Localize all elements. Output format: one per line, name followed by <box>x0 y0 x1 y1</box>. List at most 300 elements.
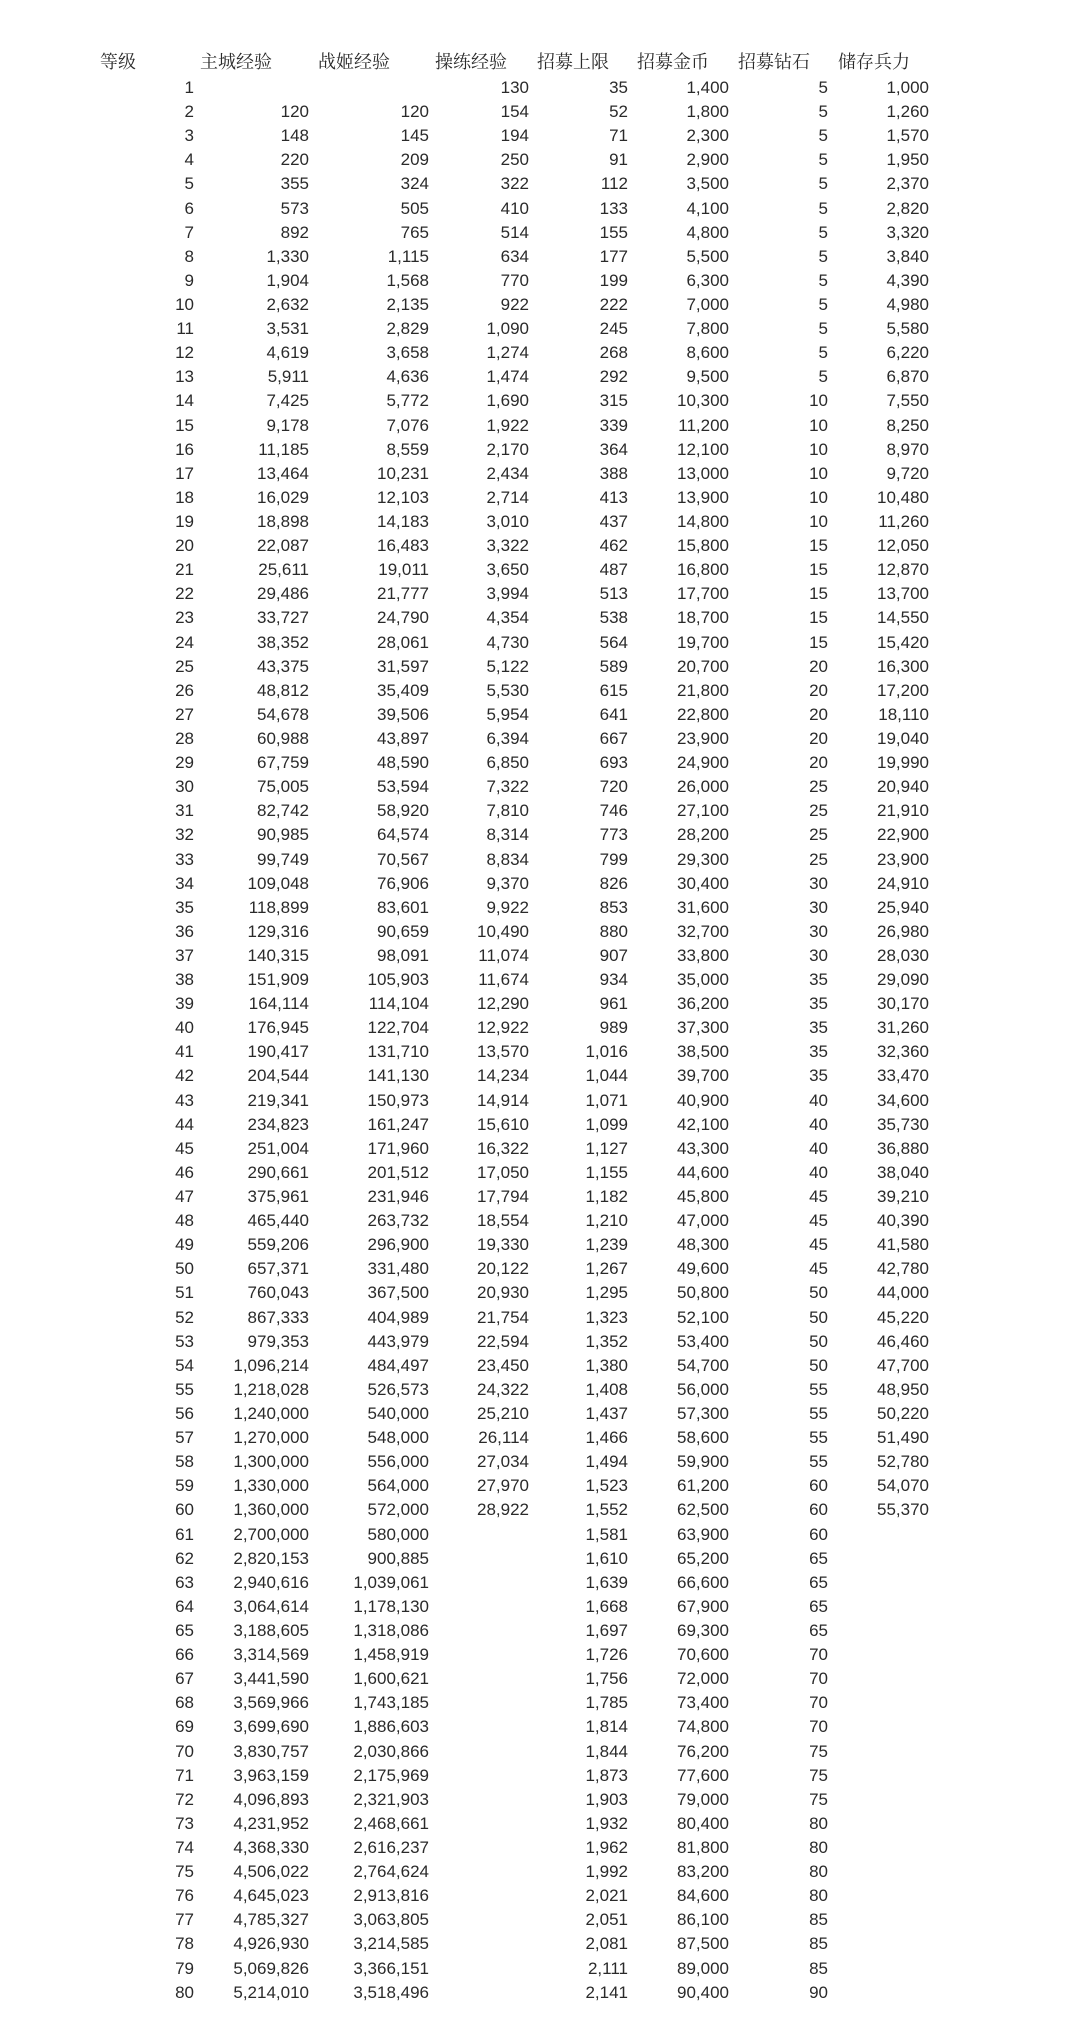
stored-troops-cell: 2,370 <box>886 174 929 194</box>
recruit-gold-cell: 57,300 <box>677 1404 729 1424</box>
level-cell: 61 <box>175 1524 194 1544</box>
heroine-exp-cell: 120 <box>400 102 429 122</box>
heroine-exp-cell: 122,704 <box>367 1018 429 1038</box>
main-city-exp-cell: 3,699,690 <box>233 1717 309 1737</box>
stored-troops-cell: 23,900 <box>877 849 929 869</box>
recruit-gold-cell: 22,800 <box>677 704 729 724</box>
heroine-exp-cell: 3,366,151 <box>353 1958 429 1978</box>
training-exp-cell: 7,322 <box>486 777 529 797</box>
heroine-exp-cell: 2,468,661 <box>353 1813 429 1833</box>
recruit-gold-cell: 49,600 <box>677 1259 729 1279</box>
training-exp-cell: 20,122 <box>477 1259 529 1279</box>
recruit-gold-cell: 45,800 <box>677 1187 729 1207</box>
table-row <box>0 1474 1080 1498</box>
recruit-gold-cell: 19,700 <box>677 632 729 652</box>
heroine-exp-cell: 1,886,603 <box>353 1717 429 1737</box>
recruit-gold-cell: 52,100 <box>677 1307 729 1327</box>
recruit-diamond-cell: 80 <box>809 1862 828 1882</box>
recruit-limit-cell: 1,814 <box>585 1717 628 1737</box>
header-main-city-exp: 主城经验 <box>200 52 272 72</box>
level-cell: 22 <box>175 584 194 604</box>
main-city-exp-cell: 1,300,000 <box>233 1452 309 1472</box>
recruit-gold-cell: 70,600 <box>677 1645 729 1665</box>
training-exp-cell: 154 <box>500 102 529 122</box>
level-cell: 63 <box>175 1572 194 1592</box>
level-cell: 13 <box>175 367 194 387</box>
stored-troops-cell: 13,700 <box>877 584 929 604</box>
recruit-diamond-cell: 60 <box>809 1476 828 1496</box>
heroine-exp-cell: 12,103 <box>377 487 429 507</box>
recruit-gold-cell: 23,900 <box>677 728 729 748</box>
training-exp-cell: 3,010 <box>486 511 529 531</box>
level-cell: 35 <box>175 897 194 917</box>
table-row <box>0 1691 1080 1715</box>
stored-troops-cell: 52,780 <box>877 1452 929 1472</box>
stored-troops-cell: 12,050 <box>877 536 929 556</box>
main-city-exp-cell: 3,569,966 <box>233 1693 309 1713</box>
heroine-exp-cell: 367,500 <box>367 1283 429 1303</box>
heroine-exp-cell: 48,590 <box>377 753 429 773</box>
header-recruit-gold: 招募金币 <box>637 52 709 72</box>
table-row <box>0 582 1080 606</box>
table-row <box>0 1161 1080 1185</box>
table-row <box>0 317 1080 341</box>
recruit-gold-cell: 58,600 <box>677 1428 729 1448</box>
recruit-diamond-cell: 20 <box>809 753 828 773</box>
recruit-limit-cell: 388 <box>599 463 628 483</box>
stored-troops-cell: 18,110 <box>878 704 929 724</box>
table-row <box>0 389 1080 413</box>
table-row <box>0 1812 1080 1836</box>
table-row <box>0 462 1080 486</box>
recruit-diamond-cell: 80 <box>809 1837 828 1857</box>
level-cell: 17 <box>175 463 194 483</box>
table-row <box>0 221 1080 245</box>
table-row <box>0 1137 1080 1161</box>
recruit-diamond-cell: 85 <box>809 1910 828 1930</box>
recruit-gold-cell: 4,100 <box>686 198 729 218</box>
recruit-gold-cell: 7,000 <box>686 294 729 314</box>
main-city-exp-cell: 290,661 <box>247 1162 309 1182</box>
level-cell: 46 <box>175 1162 194 1182</box>
recruit-gold-cell: 50,800 <box>677 1283 729 1303</box>
recruit-gold-cell: 30,400 <box>677 873 729 893</box>
stored-troops-cell: 4,390 <box>886 270 929 290</box>
recruit-limit-cell: 564 <box>599 632 628 652</box>
level-cell: 49 <box>175 1235 194 1255</box>
main-city-exp-cell: 4,785,327 <box>233 1910 309 1930</box>
level-cell: 71 <box>175 1765 194 1785</box>
recruit-diamond-cell: 25 <box>809 777 828 797</box>
training-exp-cell: 14,234 <box>477 1066 529 1086</box>
training-exp-cell: 15,610 <box>477 1114 529 1134</box>
main-city-exp-cell: 3,441,590 <box>233 1669 309 1689</box>
heroine-exp-cell: 141,130 <box>367 1066 429 1086</box>
table-row <box>0 100 1080 124</box>
table-row <box>0 172 1080 196</box>
main-city-exp-cell: 867,333 <box>247 1307 309 1327</box>
level-cell: 8 <box>184 246 194 266</box>
main-city-exp-cell: 4,926,930 <box>233 1934 309 1954</box>
recruit-diamond-cell: 55 <box>809 1428 828 1448</box>
recruit-limit-cell: 1,155 <box>585 1162 628 1182</box>
training-exp-cell: 514 <box>500 222 529 242</box>
training-exp-cell: 16,322 <box>477 1138 529 1158</box>
recruit-diamond-cell: 70 <box>809 1645 828 1665</box>
table-row <box>0 992 1080 1016</box>
level-cell: 55 <box>175 1379 194 1399</box>
recruit-limit-cell: 1,494 <box>585 1452 628 1472</box>
recruit-diamond-cell: 70 <box>809 1693 828 1713</box>
recruit-gold-cell: 28,200 <box>677 825 729 845</box>
level-cell: 3 <box>184 126 194 146</box>
recruit-diamond-cell: 35 <box>809 970 828 990</box>
main-city-exp-cell: 9,178 <box>266 415 309 435</box>
level-cell: 65 <box>175 1621 194 1640</box>
table-row <box>0 1402 1080 1426</box>
stored-troops-cell: 22,900 <box>877 825 929 845</box>
recruit-limit-cell: 826 <box>599 873 628 893</box>
recruit-gold-cell: 61,200 <box>677 1476 729 1496</box>
recruit-limit-cell: 1,044 <box>585 1066 628 1086</box>
recruit-gold-cell: 10,300 <box>677 391 729 411</box>
recruit-gold-cell: 67,900 <box>677 1596 729 1616</box>
table-row <box>0 341 1080 365</box>
heroine-exp-cell: 1,600,621 <box>353 1669 429 1689</box>
recruit-limit-cell: 437 <box>599 511 628 531</box>
recruit-limit-cell: 513 <box>599 584 628 604</box>
training-exp-cell: 410 <box>500 198 529 218</box>
recruit-diamond-cell: 50 <box>809 1355 828 1375</box>
recruit-gold-cell: 62,500 <box>677 1500 729 1520</box>
level-cell: 53 <box>175 1331 194 1351</box>
level-cell: 76 <box>175 1886 194 1906</box>
recruit-gold-cell: 42,100 <box>677 1114 729 1134</box>
table-row <box>0 1498 1080 1522</box>
heroine-exp-cell: 16,483 <box>377 536 429 556</box>
training-exp-cell: 922 <box>500 294 529 314</box>
training-exp-cell: 11,674 <box>478 970 529 990</box>
main-city-exp-cell: 355 <box>280 174 309 194</box>
main-city-exp-cell: 234,823 <box>247 1114 309 1134</box>
main-city-exp-cell: 2,940,616 <box>233 1572 309 1592</box>
stored-troops-cell: 48,950 <box>877 1379 929 1399</box>
main-city-exp-cell: 22,087 <box>257 536 309 556</box>
heroine-exp-cell: 161,247 <box>367 1114 429 1134</box>
main-city-exp-cell: 13,464 <box>257 463 309 483</box>
training-exp-cell: 130 <box>500 78 529 97</box>
stored-troops-cell: 28,030 <box>877 945 929 965</box>
main-city-exp-cell: 48,812 <box>257 680 309 700</box>
main-city-exp-cell: 38,352 <box>257 632 309 652</box>
recruit-limit-cell: 989 <box>599 1018 628 1038</box>
heroine-exp-cell: 2,175,969 <box>353 1765 429 1785</box>
training-exp-cell: 27,970 <box>477 1476 529 1496</box>
stored-troops-cell: 36,880 <box>877 1138 929 1158</box>
level-cell: 19 <box>175 511 194 531</box>
recruit-diamond-cell: 40 <box>809 1090 828 1110</box>
recruit-diamond-cell: 20 <box>809 656 828 676</box>
training-exp-cell: 634 <box>500 246 529 266</box>
table-row <box>0 1233 1080 1257</box>
heroine-exp-cell: 331,480 <box>367 1259 429 1279</box>
stored-troops-cell: 25,940 <box>877 897 929 917</box>
table-row <box>0 944 1080 968</box>
main-city-exp-cell: 18,898 <box>257 511 309 531</box>
recruit-limit-cell: 35 <box>609 78 628 97</box>
level-cell: 78 <box>175 1934 194 1954</box>
recruit-limit-cell: 1,932 <box>585 1813 628 1833</box>
heroine-exp-cell: 1,039,061 <box>353 1572 429 1592</box>
recruit-gold-cell: 1,400 <box>686 78 729 97</box>
recruit-diamond-cell: 10 <box>809 439 828 459</box>
training-exp-cell: 5,954 <box>486 704 529 724</box>
heroine-exp-cell: 8,559 <box>386 439 429 459</box>
training-exp-cell: 2,434 <box>486 463 529 483</box>
recruit-limit-cell: 487 <box>599 560 628 580</box>
level-cell: 48 <box>175 1211 194 1231</box>
recruit-limit-cell: 292 <box>599 367 628 387</box>
heroine-exp-cell: 19,011 <box>378 560 429 580</box>
recruit-limit-cell: 961 <box>599 994 628 1014</box>
recruit-limit-cell: 52 <box>609 102 628 122</box>
heroine-exp-cell: 1,318,086 <box>353 1621 429 1640</box>
recruit-limit-cell: 1,903 <box>585 1789 628 1809</box>
stored-troops-cell: 1,570 <box>886 126 929 146</box>
heroine-exp-cell: 1,568 <box>386 270 429 290</box>
main-city-exp-cell: 5,911 <box>267 367 309 387</box>
recruit-gold-cell: 32,700 <box>677 921 729 941</box>
header-recruit-limit: 招募上限 <box>537 52 609 72</box>
recruit-diamond-cell: 20 <box>809 728 828 748</box>
heroine-exp-cell: 24,790 <box>377 608 429 628</box>
recruit-diamond-cell: 10 <box>809 391 828 411</box>
recruit-diamond-cell: 30 <box>809 897 828 917</box>
main-city-exp-cell: 7,425 <box>266 391 309 411</box>
heroine-exp-cell: 296,900 <box>367 1235 429 1255</box>
level-cell: 72 <box>175 1789 194 1809</box>
main-city-exp-cell: 573 <box>280 198 309 218</box>
heroine-exp-cell: 4,636 <box>386 367 429 387</box>
recruit-diamond-cell: 55 <box>809 1404 828 1424</box>
main-city-exp-cell: 164,114 <box>248 994 309 1014</box>
main-city-exp-cell: 120 <box>280 102 309 122</box>
table-row <box>0 1064 1080 1088</box>
recruit-gold-cell: 4,800 <box>686 222 729 242</box>
heroine-exp-cell: 83,601 <box>377 897 429 917</box>
recruit-gold-cell: 20,700 <box>677 656 729 676</box>
heroine-exp-cell: 21,777 <box>377 584 429 604</box>
recruit-diamond-cell: 10 <box>809 415 828 435</box>
recruit-limit-cell: 315 <box>599 391 628 411</box>
level-cell: 26 <box>175 680 194 700</box>
recruit-diamond-cell: 25 <box>809 849 828 869</box>
recruit-gold-cell: 83,200 <box>677 1862 729 1882</box>
level-cell: 27 <box>175 704 194 724</box>
level-cell: 45 <box>175 1138 194 1158</box>
heroine-exp-cell: 324 <box>400 174 429 194</box>
stored-troops-cell: 3,320 <box>886 222 929 242</box>
level-cell: 77 <box>175 1910 194 1930</box>
table-row <box>0 848 1080 872</box>
recruit-limit-cell: 413 <box>599 487 628 507</box>
recruit-diamond-cell: 25 <box>809 801 828 821</box>
recruit-diamond-cell: 30 <box>809 945 828 965</box>
recruit-limit-cell: 693 <box>599 753 628 773</box>
level-cell: 24 <box>175 632 194 652</box>
recruit-diamond-cell: 15 <box>809 632 828 652</box>
table-row <box>0 438 1080 462</box>
training-exp-cell: 14,914 <box>477 1090 529 1110</box>
table-row <box>0 1185 1080 1209</box>
stored-troops-cell: 35,730 <box>877 1114 929 1134</box>
recruit-gold-cell: 73,400 <box>677 1693 729 1713</box>
level-cell: 43 <box>175 1090 194 1110</box>
recruit-diamond-cell: 45 <box>809 1211 828 1231</box>
main-city-exp-cell: 892 <box>280 222 309 242</box>
level-cell: 68 <box>175 1693 194 1713</box>
training-exp-cell: 1,922 <box>486 415 529 435</box>
stored-troops-cell: 1,260 <box>886 102 929 122</box>
stored-troops-cell: 2,820 <box>886 198 929 218</box>
main-city-exp-cell: 129,316 <box>247 921 309 941</box>
stored-troops-cell: 30,170 <box>877 994 929 1014</box>
level-cell: 1 <box>184 78 194 97</box>
recruit-limit-cell: 462 <box>599 536 628 556</box>
table-row <box>0 896 1080 920</box>
level-cell: 74 <box>175 1837 194 1857</box>
recruit-gold-cell: 13,000 <box>677 463 729 483</box>
recruit-limit-cell: 1,408 <box>585 1379 628 1399</box>
recruit-diamond-cell: 5 <box>818 126 828 146</box>
training-exp-cell: 8,834 <box>486 849 529 869</box>
main-city-exp-cell: 60,988 <box>257 728 309 748</box>
recruit-limit-cell: 1,552 <box>585 1500 628 1520</box>
heroine-exp-cell: 209 <box>400 150 429 170</box>
stored-troops-cell: 41,580 <box>877 1235 929 1255</box>
training-exp-cell: 25,210 <box>477 1404 529 1424</box>
main-city-exp-cell: 3,188,605 <box>233 1621 309 1640</box>
training-exp-cell: 250 <box>500 150 529 170</box>
training-exp-cell: 23,450 <box>477 1355 529 1375</box>
main-city-exp-cell: 151,909 <box>247 970 309 990</box>
table-row <box>0 727 1080 751</box>
recruit-limit-cell: 538 <box>599 608 628 628</box>
recruit-diamond-cell: 5 <box>818 294 828 314</box>
recruit-gold-cell: 2,300 <box>686 126 729 146</box>
recruit-gold-cell: 69,300 <box>677 1621 729 1640</box>
main-city-exp-cell: 82,742 <box>257 801 309 821</box>
stored-troops-cell: 51,490 <box>877 1428 929 1448</box>
recruit-gold-cell: 2,900 <box>686 150 729 170</box>
recruit-diamond-cell: 5 <box>818 174 828 194</box>
main-city-exp-cell: 190,417 <box>247 1042 309 1062</box>
level-cell: 14 <box>175 391 194 411</box>
recruit-diamond-cell: 65 <box>809 1621 828 1640</box>
recruit-gold-cell: 13,900 <box>677 487 729 507</box>
recruit-diamond-cell: 5 <box>818 367 828 387</box>
table-row <box>0 124 1080 148</box>
heroine-exp-cell: 2,829 <box>386 319 429 339</box>
recruit-diamond-cell: 5 <box>818 198 828 218</box>
training-exp-cell: 9,370 <box>486 873 529 893</box>
recruit-gold-cell: 79,000 <box>677 1789 729 1809</box>
level-cell: 4 <box>184 150 194 170</box>
level-cell: 52 <box>175 1307 194 1327</box>
recruit-gold-cell: 8,600 <box>686 343 729 363</box>
heroine-exp-cell: 201,512 <box>367 1162 429 1182</box>
recruit-gold-cell: 81,800 <box>677 1837 729 1857</box>
recruit-gold-cell: 74,800 <box>677 1717 729 1737</box>
recruit-limit-cell: 1,239 <box>585 1235 628 1255</box>
training-exp-cell: 11,074 <box>478 945 529 965</box>
recruit-gold-cell: 24,900 <box>677 753 729 773</box>
stored-troops-cell: 3,840 <box>886 246 929 266</box>
table-row <box>0 1715 1080 1739</box>
recruit-gold-cell: 40,900 <box>677 1090 729 1110</box>
training-exp-cell: 8,314 <box>486 825 529 845</box>
main-city-exp-cell: 465,440 <box>247 1211 309 1231</box>
table-row <box>0 1547 1080 1571</box>
main-city-exp-cell: 4,619 <box>266 343 309 363</box>
recruit-gold-cell: 89,000 <box>677 1958 729 1978</box>
stored-troops-cell: 34,600 <box>877 1090 929 1110</box>
table-row <box>0 1523 1080 1547</box>
main-city-exp-cell: 148 <box>280 126 309 146</box>
table-row <box>0 1981 1080 2005</box>
recruit-diamond-cell: 10 <box>809 511 828 531</box>
table-row <box>0 751 1080 775</box>
recruit-diamond-cell: 75 <box>809 1765 828 1785</box>
stored-troops-cell: 7,550 <box>886 391 929 411</box>
level-cell: 41 <box>175 1042 194 1062</box>
level-cell: 34 <box>175 873 194 893</box>
recruit-limit-cell: 1,016 <box>585 1042 628 1062</box>
recruit-gold-cell: 38,500 <box>677 1042 729 1062</box>
main-city-exp-cell: 1,096,214 <box>233 1355 309 1375</box>
level-cell: 69 <box>175 1717 194 1737</box>
heroine-exp-cell: 3,518,496 <box>353 1982 429 2002</box>
recruit-diamond-cell: 5 <box>818 78 828 97</box>
heroine-exp-cell: 765 <box>400 222 429 242</box>
recruit-limit-cell: 2,081 <box>585 1934 628 1954</box>
recruit-limit-cell: 746 <box>599 801 628 821</box>
recruit-gold-cell: 84,600 <box>677 1886 729 1906</box>
main-city-exp-cell: 90,985 <box>257 825 309 845</box>
recruit-diamond-cell: 65 <box>809 1548 828 1568</box>
recruit-gold-cell: 21,800 <box>677 680 729 700</box>
level-cell: 40 <box>175 1018 194 1038</box>
stored-troops-cell: 4,980 <box>886 294 929 314</box>
recruit-limit-cell: 133 <box>599 198 628 218</box>
table-row <box>0 1016 1080 1040</box>
recruit-limit-cell: 1,639 <box>585 1572 628 1592</box>
recruit-limit-cell: 1,992 <box>585 1862 628 1882</box>
recruit-gold-cell: 66,600 <box>677 1572 729 1592</box>
stored-troops-cell: 20,940 <box>877 777 929 797</box>
stored-troops-cell: 32,360 <box>877 1042 929 1062</box>
level-cell: 42 <box>175 1066 194 1086</box>
table-row <box>0 920 1080 944</box>
recruit-limit-cell: 1,352 <box>585 1331 628 1351</box>
recruit-diamond-cell: 5 <box>818 150 828 170</box>
stored-troops-cell: 1,000 <box>886 78 929 97</box>
recruit-diamond-cell: 5 <box>818 319 828 339</box>
recruit-diamond-cell: 45 <box>809 1259 828 1279</box>
training-exp-cell: 18,554 <box>477 1211 529 1231</box>
recruit-diamond-cell: 90 <box>809 1982 828 2002</box>
header-heroine-exp: 战姬经验 <box>318 52 390 72</box>
